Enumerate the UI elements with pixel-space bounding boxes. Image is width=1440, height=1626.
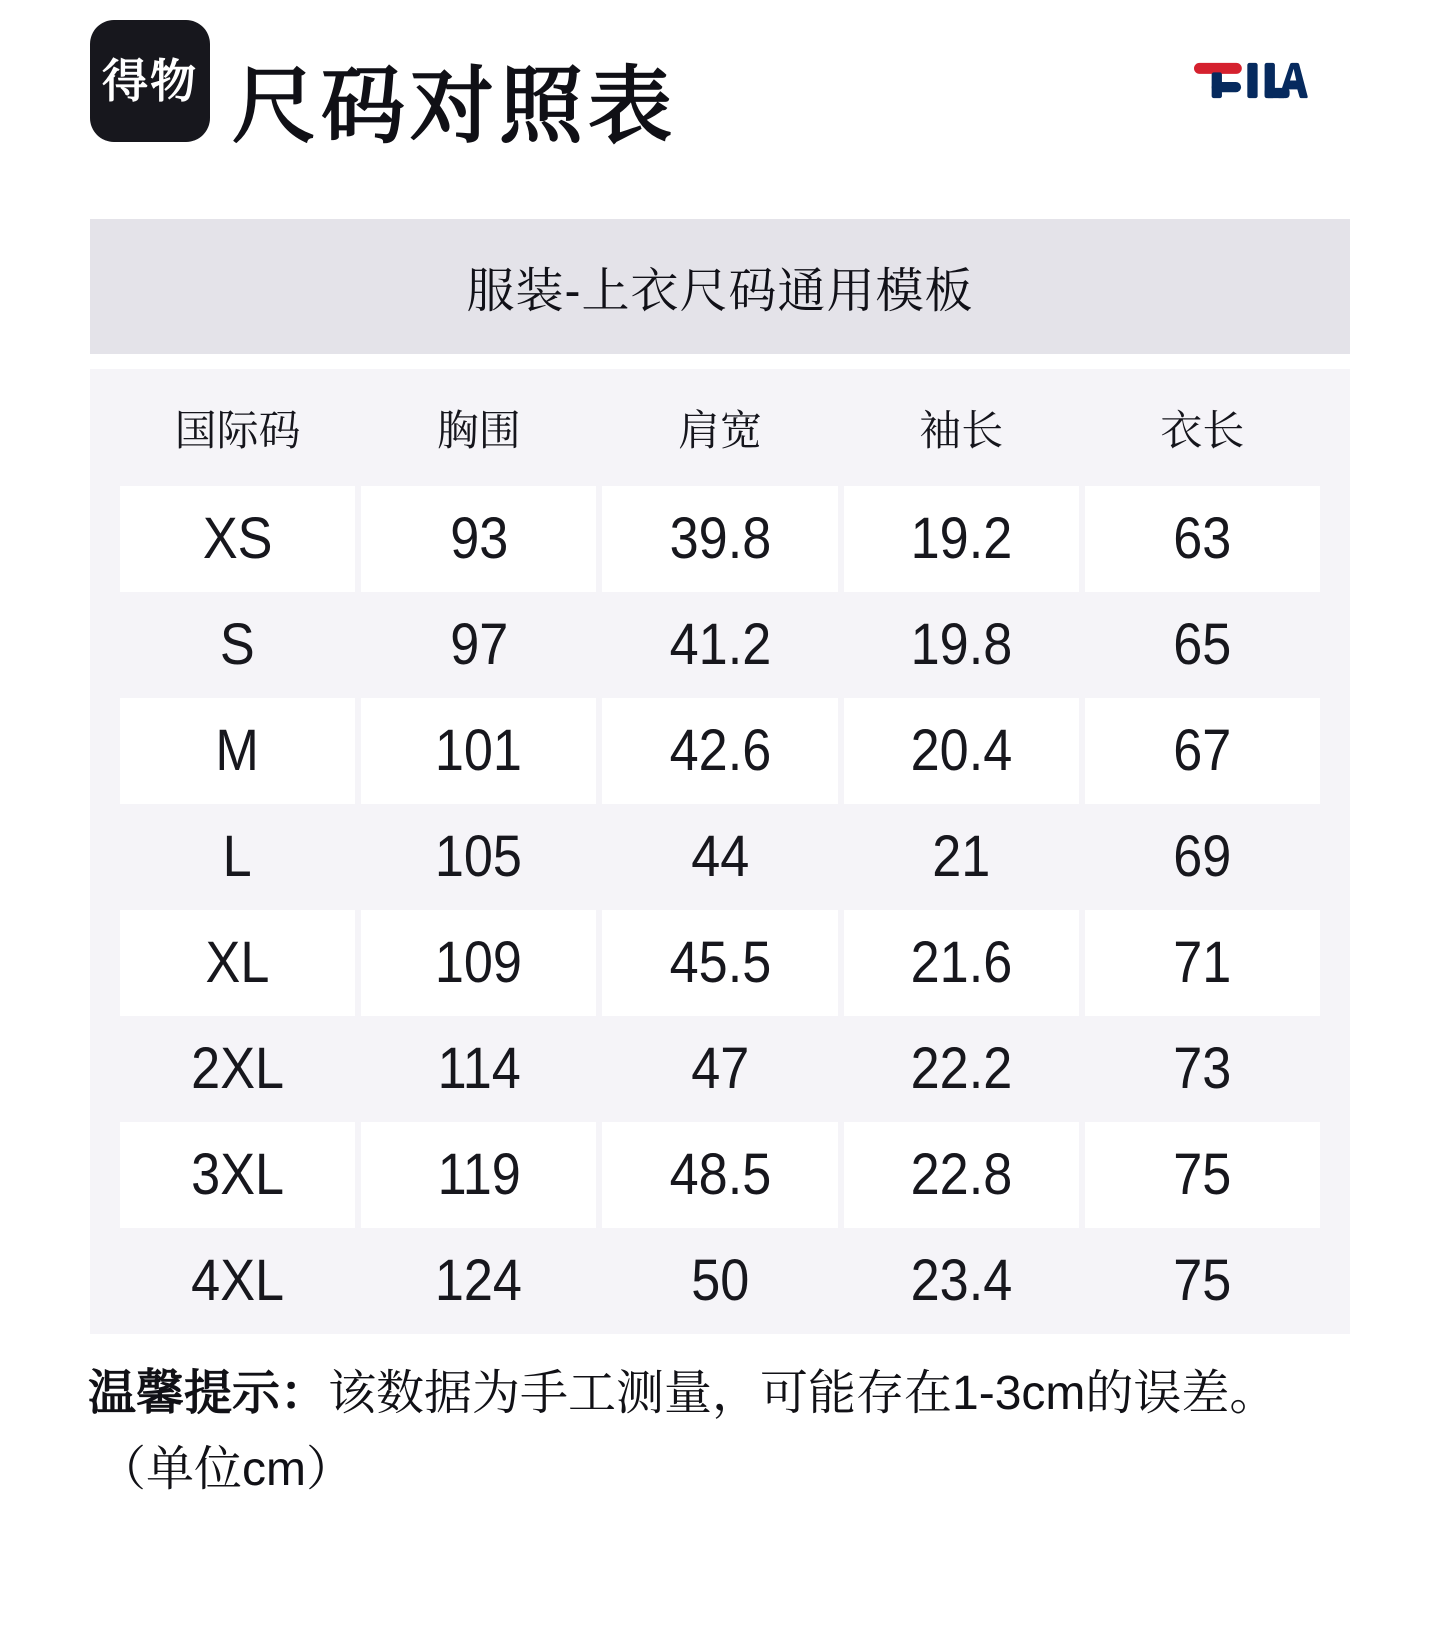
table-cell: 2XL: [191, 1036, 285, 1101]
table-row-xl: [90, 910, 1350, 1016]
table-cell: S: [220, 612, 256, 677]
table-cell: 69: [1173, 824, 1232, 889]
fila-brand-logo: [1194, 61, 1308, 100]
table-cell: 93: [361, 486, 596, 592]
table-cell: 21.6: [844, 910, 1079, 1016]
table-cell: 109: [361, 910, 596, 1016]
table-row-2xl: [90, 1016, 1350, 1122]
table-row-xs: [90, 486, 1350, 592]
table-cell: 75: [1173, 1248, 1232, 1313]
table-cell: XS: [120, 486, 355, 592]
size-template-title: 服装-上衣尺码通用模板: [466, 265, 974, 318]
table-cell: 23.4: [910, 1248, 1012, 1313]
table-cell: M: [120, 698, 355, 804]
table-cell: 124: [435, 1248, 523, 1313]
footnote-line: [88, 1367, 1277, 1420]
table-cell: 71: [1085, 910, 1320, 1016]
column-header-shoulder: 肩宽: [677, 406, 762, 454]
size-table: [90, 369, 1350, 1334]
table-cell: 67: [1085, 698, 1320, 804]
table-row-l: [90, 804, 1350, 910]
table-cell: 44: [690, 824, 750, 889]
table-cell: 63: [1085, 486, 1320, 592]
table-cell: 45.5: [602, 910, 837, 1016]
footnote-unit: （单位cm）: [98, 1443, 354, 1496]
table-cell: 42.6: [602, 698, 837, 804]
table-cell: XL: [120, 910, 355, 1016]
page-title: 尺码对照表: [232, 59, 678, 153]
table-cell: 19.2: [844, 486, 1079, 592]
footnote: [88, 1356, 1277, 1508]
column-header-chest: 胸围: [436, 406, 521, 454]
dewu-logo: [90, 20, 210, 142]
table-cell: 4XL: [191, 1248, 285, 1313]
table-row-s: [90, 592, 1350, 698]
table-row-3xl: [90, 1122, 1350, 1228]
table-cell: 22.2: [910, 1036, 1012, 1101]
table-cell: 21: [932, 824, 991, 889]
table-row-m: [90, 698, 1350, 804]
table-cell: 101: [361, 698, 596, 804]
column-header-length: 衣长: [1160, 406, 1245, 454]
footnote-text: 该数据为手工测量，可能存在1-3cm的误差。: [328, 1367, 1278, 1420]
table-cell: 47: [690, 1036, 750, 1101]
table-cell: 3XL: [120, 1122, 355, 1228]
dewu-logo-text: 得物: [102, 55, 198, 107]
table-cell: 114: [437, 1036, 521, 1101]
table-cell: 50: [690, 1248, 750, 1313]
table-cell: 20.4: [844, 698, 1079, 804]
fila-red-bar: [1194, 63, 1242, 74]
table-cell: 22.8: [844, 1122, 1079, 1228]
table-cell: 119: [361, 1122, 596, 1228]
table-cell: 105: [435, 824, 523, 889]
footnote-label: 温馨提示：: [88, 1367, 329, 1420]
table-cell: 97: [449, 612, 508, 677]
table-cell: 65: [1173, 612, 1232, 677]
table-cell: 73: [1173, 1036, 1232, 1101]
size-template-bar: [90, 219, 1350, 354]
table-row-4xl: [90, 1228, 1350, 1334]
table-cell: 75: [1085, 1122, 1320, 1228]
table-cell: 19.8: [910, 612, 1012, 677]
table-cell: L: [223, 824, 253, 889]
column-header-intl-size: 国际码: [174, 406, 301, 454]
table-cell: 39.8: [602, 486, 837, 592]
table-header-row: [90, 369, 1350, 486]
table-cell: 48.5: [602, 1122, 837, 1228]
column-header-sleeve: 袖长: [919, 406, 1004, 454]
table-cell: 41.2: [669, 612, 771, 677]
